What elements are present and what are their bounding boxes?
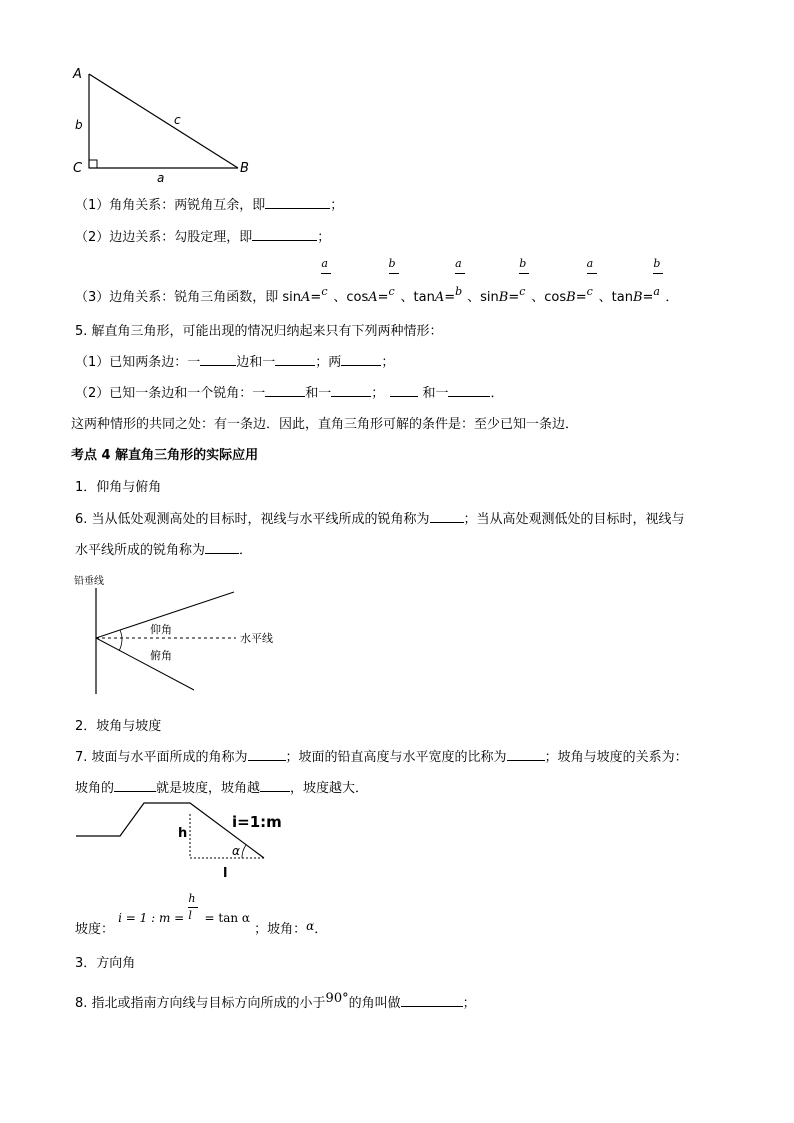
downward-sight-line [96,638,194,690]
blank[interactable] [265,195,330,209]
subsection-1: 1．仰角与俯角 [75,480,162,495]
q5-line-1: （1）已知两条边：一 边和一 ；两 ； [75,351,394,370]
fraction-a-over-c: $\frac{a}{c}$ [321,287,333,301]
blank[interactable] [341,352,381,366]
item-1: （1）角角关系：两锐角互余，即 ； [75,194,343,213]
vertex-C: C [73,161,83,176]
depression-label: 俯角 [150,649,172,662]
item-3: （3）边角关系：锐角三角函数，即 sinA= $\frac{a}{c}$ 、cosA= $\frac{b}{c}$ 、tanA= $\frac{a}{b}$ 、sinB= $\frac{b}{c}$ 、cosB= $\frac{a}{c}$ 、tanB= $\frac{b}{a}$ ． [75,257,679,305]
subsection-2: 2．坡角与坡度 [75,719,162,734]
q7-line-1: 7. 坡面与水平面所成的角称为 ；坡面的铅直高度与水平宽度的比称为 ；坡角与坡度的关系为： [75,746,688,765]
label-b: b [75,118,83,132]
blank[interactable] [507,747,545,761]
elevation-arc [120,630,122,638]
q5-line-2: （2）已知一条边和一个锐角：一 和一 ； 和一 ． [75,382,503,401]
q6-line-2: 水平线所成的锐角称为 ． [75,539,252,558]
right-angle-mark [89,160,97,168]
vertex-B: B [240,161,249,176]
blank[interactable] [200,352,236,366]
slope-formula: 坡度： i = 1 : m = $\frac{h}{l}$ = tan α ；坡角：α． [75,892,328,937]
blank[interactable] [448,383,490,397]
blank[interactable] [390,383,418,397]
blank[interactable] [248,747,286,761]
label-a: a [157,171,165,185]
blank[interactable] [260,778,290,792]
fraction-h-over-l: $\frac{h}{l}$ [188,908,200,922]
vertical-line-label: 铅垂线 [74,576,104,587]
alpha-label: α [232,844,240,858]
fraction-b-over-c: $\frac{b}{c}$ [389,287,401,301]
alpha-arc [242,845,246,858]
q5-title: 5. 解直角三角形，可能出现的情况归纳起来只有下列两种情形： [75,324,443,339]
blank[interactable] [275,352,315,366]
slope-figure [72,798,292,884]
q7-line-2: 坡角的 就是坡度，坡角越 ，坡度越大． [75,777,368,796]
item-2: （2）边边关系：勾股定理，即 ； [75,226,330,245]
side-c [89,74,238,168]
l-label: l [223,866,228,881]
blank[interactable] [401,993,463,1007]
label-c: c [174,113,181,127]
section-heading: 考点 4 解直角三角形的实际应用 [71,448,259,463]
blank[interactable] [331,383,371,397]
h-label: h [178,826,188,841]
fraction-a-over-c-2: $\frac{a}{c}$ [587,287,599,301]
horizontal-line-label: 水平线 [240,632,273,645]
blank[interactable] [205,540,239,554]
depression-arc [119,638,122,651]
elevation-depression-figure [72,572,292,697]
blank[interactable] [430,509,464,523]
ratio-label: i=1:m [232,813,282,831]
subsection-3: 3．方向角 [75,956,136,971]
right-triangle-figure [70,62,270,187]
blank[interactable] [114,778,156,792]
blank[interactable] [252,227,317,241]
fraction-b-over-c-2: $\frac{b}{c}$ [519,287,531,301]
q6-line-1: 6. 当从低处观测高处的目标时，视线与水平线所成的锐角称为 ；当从高处观测低处的目标时，视线与 [75,508,685,527]
q8-line: 8. 指北或指南方向线与目标方向所成的小于90°的角叫做 ； [75,991,476,1011]
elevation-label: 仰角 [150,623,172,636]
fraction-a-over-b: $\frac{a}{b}$ [455,287,467,301]
vertex-A: A [73,67,82,82]
q5-summary: 这两种情形的共同之处：有一条边．因此，直角三角形可解的条件是：至少已知一条边． [71,417,579,432]
blank[interactable] [265,383,305,397]
fraction-b-over-a: $\frac{b}{a}$ [653,287,665,301]
